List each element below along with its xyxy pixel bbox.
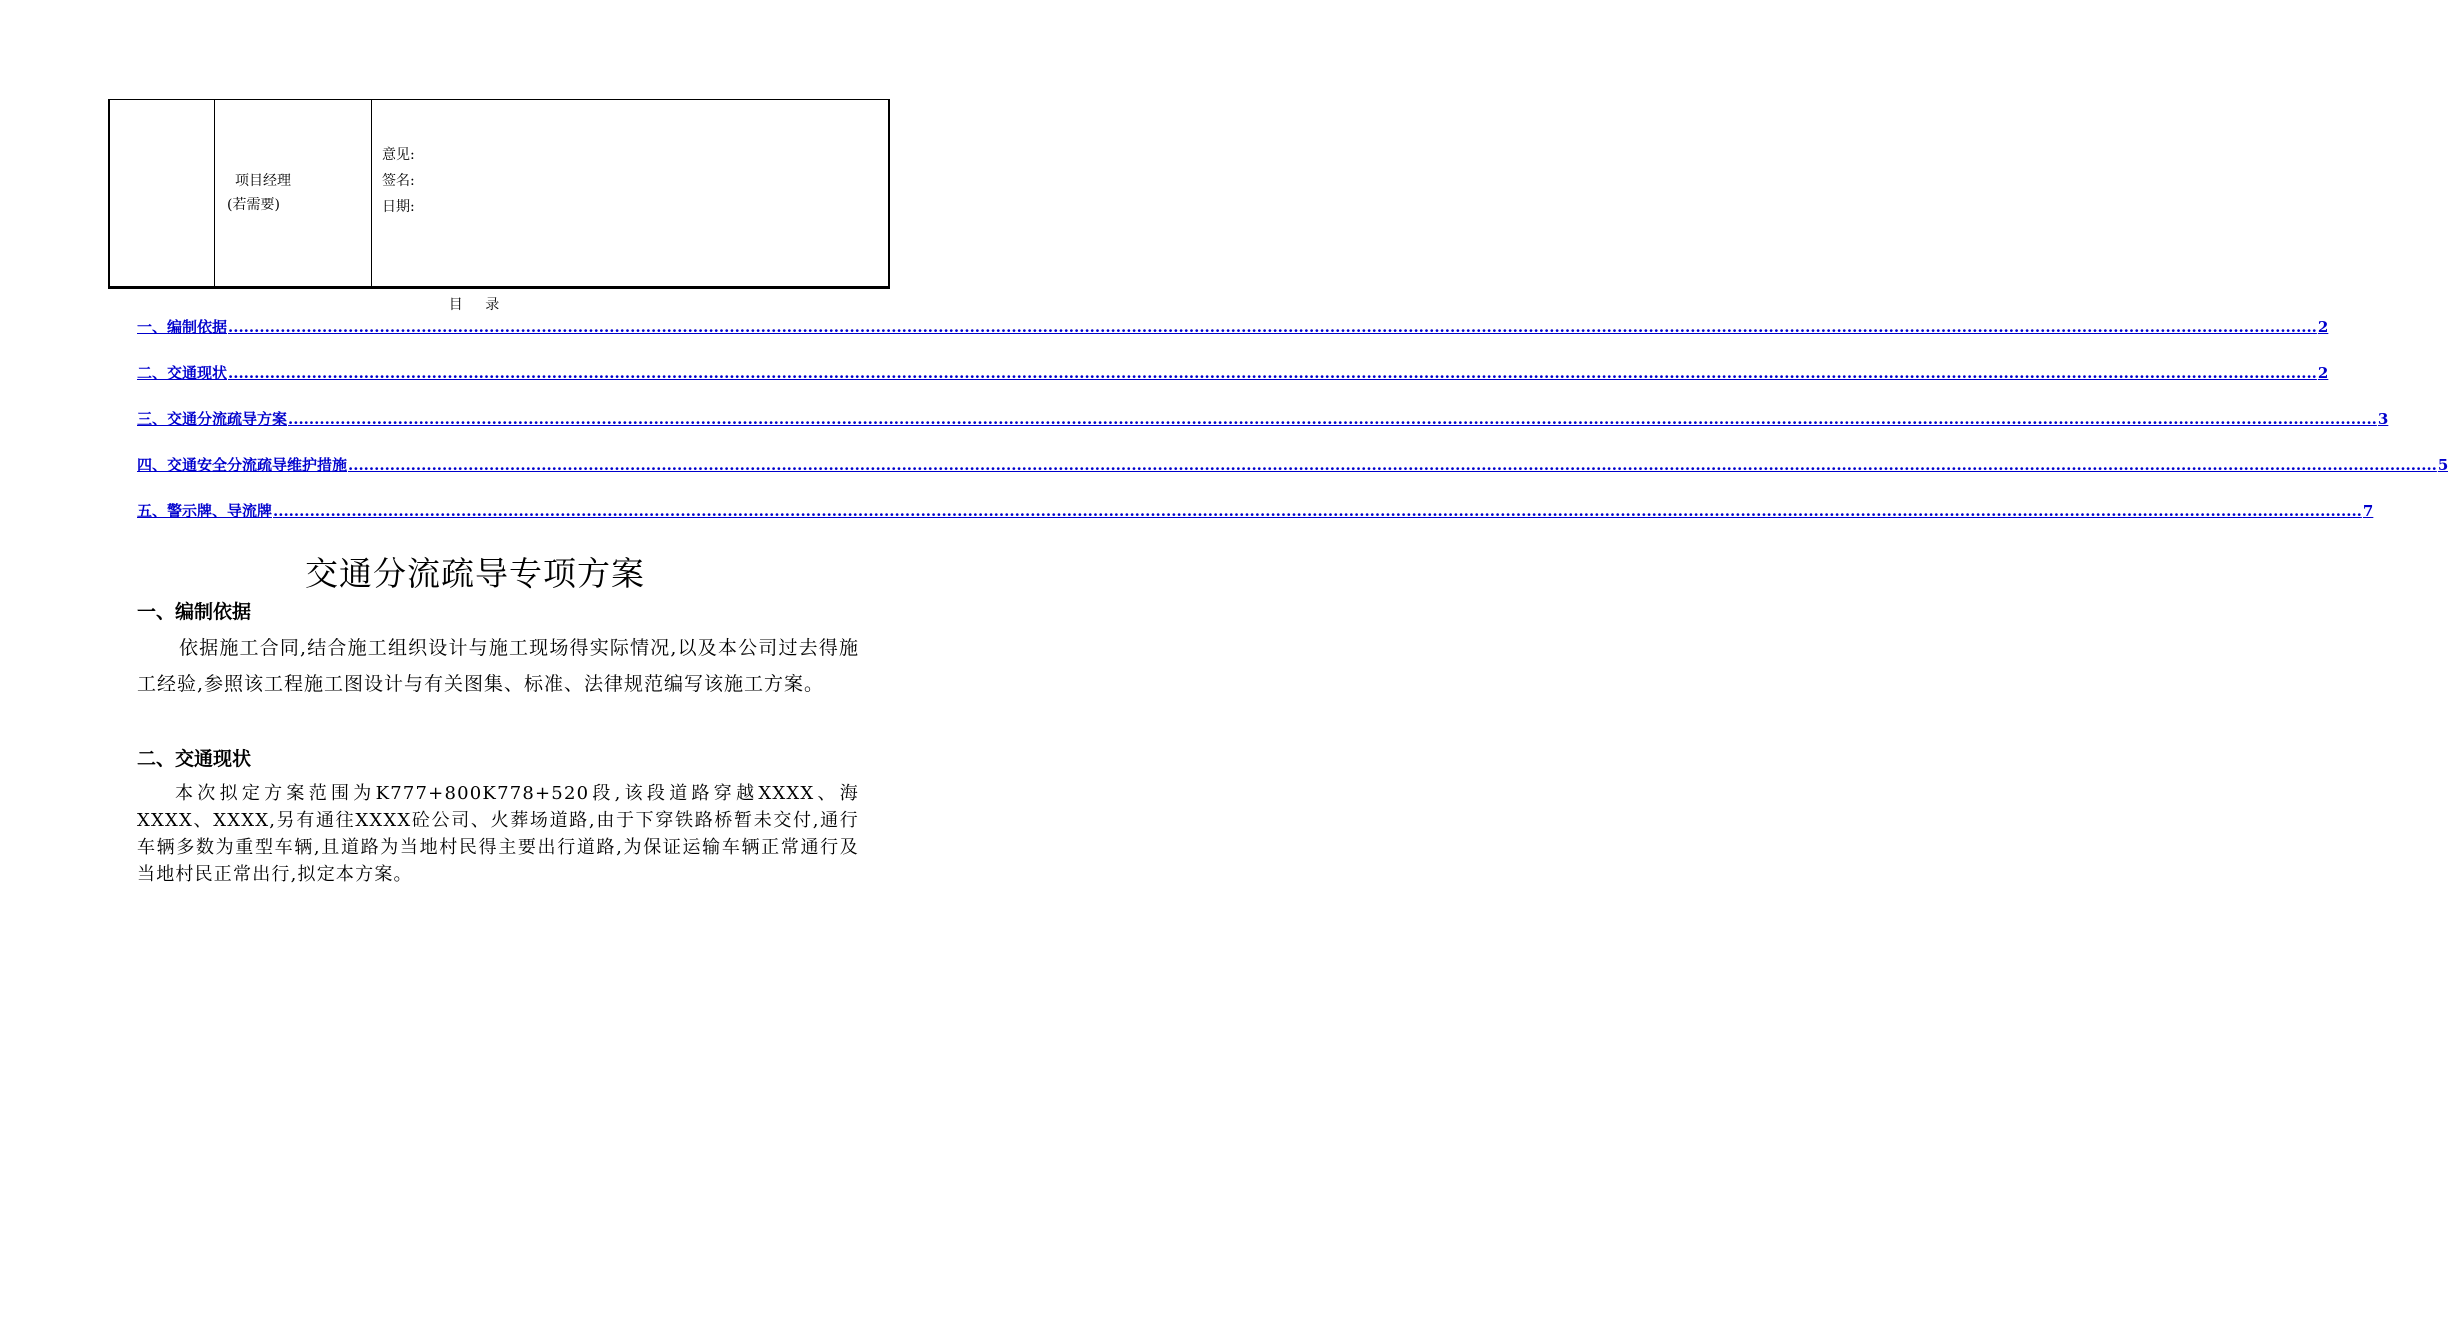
section-heading-basis: 一、编制依据 (137, 601, 252, 623)
toc-leader: ................................................................................................................................................................................................................................................................................................................................................................................................................ (348, 456, 2437, 474)
toc-entry-title: 四、交通安全分流疏导维护措施 (137, 456, 348, 474)
toc-leader: ................................................................................................................................................................................................................................................................................................................................................................................................................ (228, 364, 2317, 382)
role-cell (215, 100, 372, 288)
toc-entry-title: 二、交通现状 (137, 364, 228, 382)
date-label: 日期: (382, 199, 415, 215)
section-body-basis: 依据施工合同,结合施工组织设计与施工现场得实际情况,以及本公司过去得施工经验,参照该工程施工图设计与有关图集、标准、法律规范编写该施工方案。 (137, 637, 859, 695)
role-note: (若需要) (227, 197, 280, 213)
toc-title: 目 录 (448, 297, 502, 313)
toc-leader: ................................................................................................................................................................................................................................................................................................................................................................................................................ (273, 502, 2362, 520)
toc-entry[interactable] (137, 500, 2374, 546)
toc-entry-page: 5 (2437, 456, 2448, 474)
section-heading-status: 二、交通现状 (137, 748, 252, 770)
toc-leader: ................................................................................................................................................................................................................................................................................................................................................................................................................ (288, 410, 2377, 428)
signature-label: 签名: (382, 173, 415, 189)
toc-entry-page: 2 (2317, 364, 2329, 382)
table-of-contents (137, 316, 2448, 546)
toc-entry-page: 7 (2362, 502, 2374, 520)
toc-leader: ................................................................................................................................................................................................................................................................................................................................................................................................................ (228, 318, 2317, 336)
blank-cell (109, 100, 215, 288)
toc-entry-title: 一、编制依据 (137, 318, 228, 336)
approval-table (108, 99, 890, 289)
toc-entry-page: 3 (2377, 410, 2389, 428)
signature-cell[interactable] (372, 100, 890, 288)
toc-entry[interactable] (137, 454, 2448, 500)
toc-entry[interactable] (137, 408, 2389, 454)
toc-entry[interactable] (137, 362, 2329, 408)
section-body-status: 本次拟定方案范围为K777+800K778+520段,该段道路穿越XXXX、海XXXX、XXXX,另有通往XXXX砼公司、火葬场道路,由于下穿铁路桥暂未交付,通行车辆多数为重型车辆,且道路为当地村民得主要出行道路,为保证运输车辆正常通行及当地村民正常出行,拟定本方案。 (137, 783, 859, 885)
role-title: 项目经理 (235, 173, 291, 189)
toc-entry-title: 三、交通分流疏导方案 (137, 410, 288, 428)
document-title: 交通分流疏导专项方案 (305, 554, 645, 593)
toc-entry[interactable] (137, 316, 2329, 362)
toc-entry-title: 五、警示牌、导流牌 (137, 502, 273, 520)
toc-entry-page: 2 (2317, 318, 2329, 336)
opinion-label: 意见: (382, 147, 415, 163)
